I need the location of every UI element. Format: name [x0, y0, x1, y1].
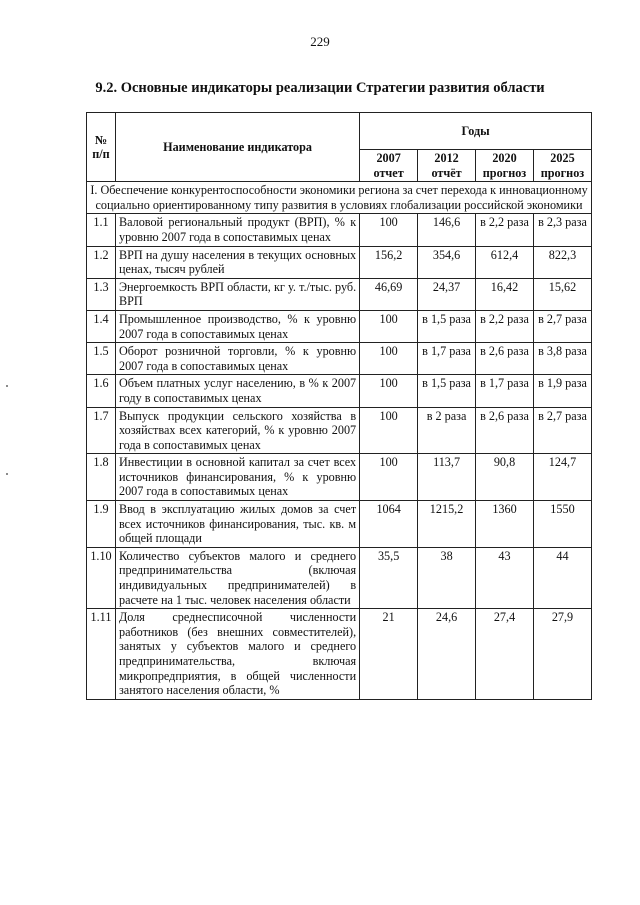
indicator-value: 38 [418, 547, 476, 608]
indicator-value: 124,7 [533, 454, 591, 501]
row-number: 1.7 [87, 407, 116, 454]
header-year-col [533, 150, 591, 182]
indicator-value: 27,4 [476, 609, 534, 700]
indicator-value: 27,9 [533, 609, 591, 700]
indicator-value: в 1,5 раза [418, 310, 476, 342]
indicator-value: 146,6 [418, 214, 476, 246]
table-row [87, 454, 592, 501]
scan-artifact-dot [6, 385, 8, 387]
row-number: 1.8 [87, 454, 116, 501]
page-title: 9.2. Основные индикаторы реализации Стратегии развития области [95, 80, 545, 96]
row-number: 1.4 [87, 310, 116, 342]
indicator-value: 156,2 [360, 246, 418, 278]
indicator-value: в 2,2 раза [476, 310, 534, 342]
row-number: 1.2 [87, 246, 116, 278]
page-number: 229 [310, 34, 330, 49]
indicator-value: 100 [360, 454, 418, 501]
header-num: № п/п [87, 113, 116, 182]
indicator-value: 354,6 [418, 246, 476, 278]
indicator-name: Оборот розничной торговли, % к уровню 2007 года в сопоставимых ценах [115, 343, 359, 375]
indicator-value: 1064 [360, 501, 418, 548]
indicator-value: 100 [360, 214, 418, 246]
indicator-name: Ввод в эксплуатацию жилых домов за счет всех источников финансирования, тыс. кв. м общей площади [115, 501, 359, 548]
row-number: 1.11 [87, 609, 116, 700]
indicator-value: в 3,8 раза [533, 343, 591, 375]
indicator-value: в 1,9 раза [533, 375, 591, 407]
indicator-name: ВРП на душу населения в текущих основных ценах, тысяч рублей [115, 246, 359, 278]
table-row [87, 214, 592, 246]
table-row [87, 343, 592, 375]
indicator-value: 100 [360, 343, 418, 375]
indicator-value: в 2 раза [418, 407, 476, 454]
indicator-value: 100 [360, 375, 418, 407]
indicator-value: 113,7 [418, 454, 476, 501]
indicator-name: Валовой региональный продукт (ВРП), % к уровню 2007 года в сопоставимых ценах [115, 214, 359, 246]
indicator-value: в 2,7 раза [533, 310, 591, 342]
indicator-value: 44 [533, 547, 591, 608]
indicator-value: 24,37 [418, 278, 476, 310]
table-row [87, 407, 592, 454]
indicator-value: 100 [360, 407, 418, 454]
row-number: 1.5 [87, 343, 116, 375]
section-title: I. Обеспечение конкурентоспособности экономики региона за счет перехода к инновационному социально ориентированному типу развития в условиях глобализации российской экономики [87, 182, 592, 214]
table-row [87, 310, 592, 342]
row-number: 1.1 [87, 214, 116, 246]
header-name: Наименование индикатора [115, 113, 359, 182]
scan-artifact-dot [6, 473, 8, 475]
indicator-value: 612,4 [476, 246, 534, 278]
table-row [87, 375, 592, 407]
indicator-value: 21 [360, 609, 418, 700]
indicator-value: в 1,7 раза [418, 343, 476, 375]
indicator-value: в 2,6 раза [476, 343, 534, 375]
indicator-value: 16,42 [476, 278, 534, 310]
header-years: Годы [360, 113, 592, 150]
indicator-name: Объем платных услуг населению, в % к 2007 году в сопоставимых ценах [115, 375, 359, 407]
indicator-value: 1550 [533, 501, 591, 548]
header-year-note: прогноз [540, 165, 585, 180]
indicator-name: Промышленное производство, % к уровню 2007 года в сопоставимых ценах [115, 310, 359, 342]
indicator-value: в 2,6 раза [476, 407, 534, 454]
row-number: 1.6 [87, 375, 116, 407]
table-row [87, 246, 592, 278]
header-year-note: прогноз [482, 165, 527, 180]
table-row [87, 278, 592, 310]
header-year-note: отчёт [431, 165, 462, 180]
indicator-value: 24,6 [418, 609, 476, 700]
header-year: 2025 [550, 151, 575, 165]
indicator-value: 1215,2 [418, 501, 476, 548]
indicator-name: Энергоемкость ВРП области, кг у. т./тыс. руб. ВРП [115, 278, 359, 310]
indicator-value: 43 [476, 547, 534, 608]
indicator-value: 90,8 [476, 454, 534, 501]
indicator-value: 46,69 [360, 278, 418, 310]
indicator-name: Выпуск продукции сельского хозяйства в хозяйствах всех категорий, % к уровню 2007 года в сопоставимых ценах [115, 407, 359, 454]
header-year-note: отчет [373, 165, 404, 180]
row-number: 1.10 [87, 547, 116, 608]
row-number: 1.3 [87, 278, 116, 310]
indicator-name: Количество субъектов малого и среднего предпринимательства (включая индивидуальных предпринимателей) в расчете на 1 тыс. человек населения области [115, 547, 359, 608]
header-year: 2020 [492, 151, 517, 165]
table-row [87, 609, 592, 700]
indicator-name: Доля среднесписочной численности работников (без внешних совместителей), занятых у субъектов малого и среднего предпринимательства, включая микропредприятия, в общей численности занятого населения области, % [115, 609, 359, 700]
header-year-col [418, 150, 476, 182]
indicators-table [86, 112, 592, 700]
section-row [87, 182, 592, 214]
table-row [87, 501, 592, 548]
table-row [87, 547, 592, 608]
indicator-name: Инвестиции в основной капитал за счет всех источников финансирования, % к уровню 2007 года в сопоставимых ценах [115, 454, 359, 501]
header-year: 2012 [434, 151, 459, 165]
header-year-col [360, 150, 418, 182]
indicator-value: в 2,7 раза [533, 407, 591, 454]
indicator-value: в 1,5 раза [418, 375, 476, 407]
indicator-value: 100 [360, 310, 418, 342]
indicator-value: 15,62 [533, 278, 591, 310]
header-year-col [476, 150, 534, 182]
indicator-value: 35,5 [360, 547, 418, 608]
indicator-value: в 2,2 раза [476, 214, 534, 246]
indicator-value: в 2,3 раза [533, 214, 591, 246]
header-year: 2007 [376, 151, 401, 165]
row-number: 1.9 [87, 501, 116, 548]
indicator-value: 1360 [476, 501, 534, 548]
indicator-value: 822,3 [533, 246, 591, 278]
indicator-value: в 1,7 раза [476, 375, 534, 407]
